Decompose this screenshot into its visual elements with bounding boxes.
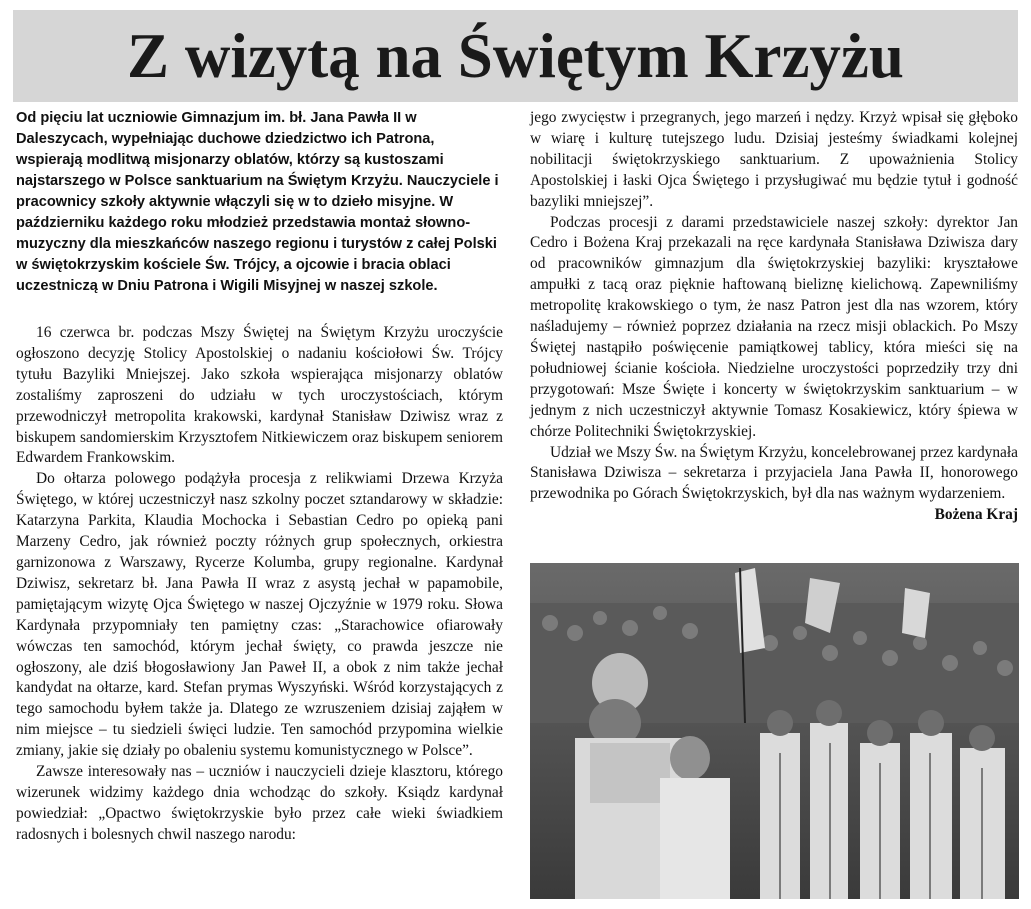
paragraph-5-text: Udział we Mszy Św. na Świętym Krzyżu, koncelebrowanej przez kardynała Stanisława Dziwisza – sekretarza i przyjaciela Jana Pawła II, honorowego przewodnika po Górach Świętokrzyskich, był dla nas ważnym wydarzeniem. [530, 443, 1018, 503]
left-column [16, 108, 503, 846]
photo-illustration [530, 563, 1019, 899]
paragraph-3: Zawsze interesowały nas – uczniów i nauczycieli dzieje klasztoru, którego wizerunek widzimy każdego dnia wchodząc do szkoły. Ksiądz kardynał powiedział: „Opactwo świętokrzyskie było przez całe wieki świadkiem radosnych i bolesnych chwil naszego narodu: [16, 763, 503, 843]
paragraph-5 [530, 443, 1018, 524]
author-signature: Bożena Kraj [934, 506, 1018, 524]
article-lead: Od pięciu lat uczniowie Gimnazjum im. bł. Jana Pawła II w Daleszycach, wypełniając duchowe dziedzictwo ich Patrona, wspierają modlitwą misjonarzy oblatów, którzy są kustoszami najstarszego w Polsce sanktuarium na Świętym Krzyżu. Nauczyciele i pracownicy szkoły aktywnie włączyli się w to dzieło misyjne. W październiku każdego roku młodzież przedstawia montaż słowno-muzyczny dla mieszkańców naszego regionu i turystów z całej Polski w świętokrzyskim kościele Św. Trójcy, a ojcowie i bracia oblaci uczestniczą w Dniu Patrona i Wigili Misyjnej w naszej szkole. [16, 110, 499, 294]
article-title: Z wizytą na Świętym Krzyżu [127, 20, 904, 91]
paragraph-2: Do ołtarza polowego podążyła procesja z relikwiami Drzewa Krzyża Świętego, w której uczestniczył nasz szkolny poczet sztandarowy w składzie: Katarzyna Parkita, Klaudia Mochocka i Sebastian Cedro po opieką pani Marzeny Cedro, jak również poczty różnych grup społecznych, orkiestra garnizonowa z Warszawy, Rycerze Kolumba, grupy regionalne. Kardynał Dziwisz, sekretarz bł. Jana Pawła II wraz z asystą jechał w papamobile, pamiętającym wizytę Ojca Świętego w naszej Ojczyźnie w 1979 roku. Słowa Kardynała przypomniały ten pamiętny czas: „Starachowice ofiarowały wówczas ten samochód, którym jechał święty, co prawda jeszcze nie ogłoszony, ale dziś błogosławiony Jan Paweł II, a obok z nim także jechał kandydat na ołtarze, kard. Stefan prymas Wyszyński. Wśród korzystających z tego samochodu byłem także ja. Dlatego ze wzruszeniem dzisiaj zająłem w nim miejsce – tu siedzieli święci ludzie. Ten samochód przypomina wielkie zmiany, jakie się działy po obaleniu systemu komunistycznego w Polsce”. [16, 470, 503, 760]
right-column [530, 108, 1018, 526]
paragraph-4: Podczas procesji z darami przedstawiciele naszej szkoły: dyrektor Jan Cedro i Bożena Kraj przekazali na ręce kardynała Stanisława Dziwisza dary od pracowników gimnazjum dla świętokrzyskiej bazyliki: kryształowe ampułki z tacą oraz pięknie haftowaną bieliznę kielichową. Zapewniliśmy metropolitę krakowskiego o tym, że nasz Patron jest dla nas wzorem, który naśladujemy – również poprzez działania na rzecz misji oblackich. Po Mszy Świętej nastąpiło poświęcenie pamiątkowej tablicy, która mieści się na południowej ścianie kościoła. Niedzielne uroczystości poprzedziły trzy dni przygotowań: Msze Święte i koncerty w świętokrzyskim sanktuarium – w jednym z nich uczestniczył aktywnie Tomasz Kosakiewicz, który śpiewa w chórze Politechniki Świętokrzyskiej. [530, 213, 1018, 440]
lead-gap [16, 297, 503, 323]
title-banner [13, 10, 1018, 102]
paragraph-3-continued: jego zwycięstw i przegranych, jego marzeń i nędzy. Krzyż wpisał się głęboko w wiarę i kulturę tutejszego ludu. Dzisiaj jesteśmy świadkami kolejnej nobilitacji świętokrzyskiego sanktuarium. Z upoważnienia Stolicy Apostolskiej i łaski Ojca Świętego i przysługiwać mu będzie tytuł i godność bazyliki mniejszej”. [530, 109, 1018, 210]
paragraph-1: 16 czerwca br. podczas Mszy Świętej na Świętym Krzyżu uroczyście ogłoszono decyzję Stolicy Apostolskiej o nadaniu kościołowi Św. Trójcy tytułu Bazyliki Mniejszej. Jako szkoła wspierająca misjonarzy oblatów zostaliśmy zaproszeni do udziału w tych uroczystościach, którym przewodniczył metropolita krakowski, kardynał Stanisław Dziwisz wraz z biskupem sandomierskim Krzysztofem Nitkiewiczem oraz biskupem seniorem Edwardem Frankowskim. [16, 324, 503, 467]
event-photo [530, 563, 1019, 899]
